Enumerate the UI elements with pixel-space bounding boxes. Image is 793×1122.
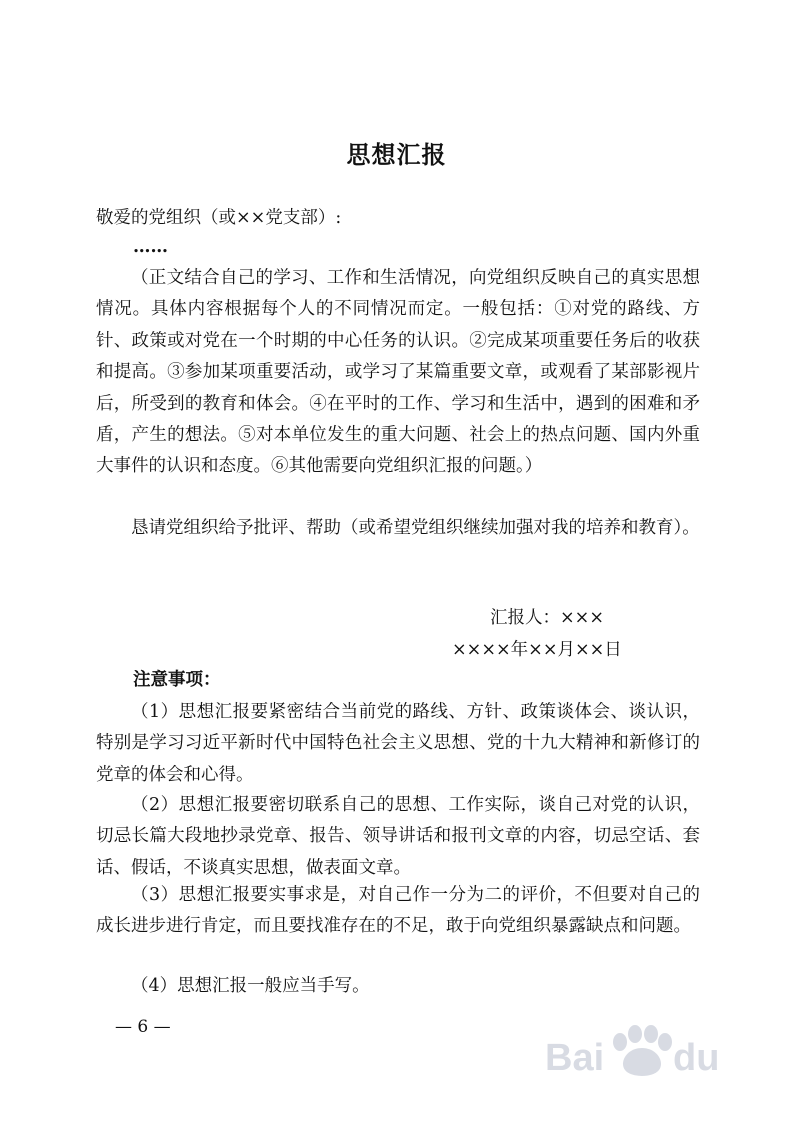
salutation: 敬爱的党组织（或××党支部）:: [96, 208, 342, 228]
svg-text:du: du: [673, 1037, 720, 1079]
note-item-3: （3）思想汇报要实事求是，对自己作一分为二的评价，不但要对自己的成长进步进行肯定，而且要找准存在的不足，敢于向党组织暴露缺点和问题。: [96, 885, 700, 937]
report-date: ××××年××月××日: [452, 640, 622, 660]
page-title: 思想汇报: [346, 141, 447, 169]
ellipsis: ……: [133, 237, 168, 257]
page-number: — 6 —: [115, 1017, 171, 1037]
note-item-2: （2）思想汇报要密切联系自己的思想、工作实际，谈自己对党的认识，切忌长篇大段地抄录党章、报告、领导讲话和报刊文章的内容，切忌空话、套话、假话，不谈真实思想，做表面文章。: [96, 795, 700, 878]
closing-paragraph: 恳请党组织给予批评、帮助（或希望党组织继续加强对我的培养和教育）。: [131, 518, 700, 538]
body-paragraph: （正文结合自己的学习、工作和生活情况，向党组织反映自己的真实思想情况。具体内容根据每个人的不同情况而定。一般包括：①对党的路线、方针、政策或对党在一个时期的中心任务的认识。②完成某项重要任务后的收获和提高。③参加某项重要活动，或学习了某篇重要文章，或观看了某部影视片后，所受到的教育和体会。④在平时的工作、学习和生活中，遇到的困难和矛盾，产生的想法。⑤对本单位发生的重大问题、社会上的热点问题、国内外重大事件的认识和态度。⑥其他需要向党组织汇报的问题。）: [96, 268, 700, 477]
baidu-paw-icon: [527, 1000, 767, 1100]
notes-heading: 注意事项：: [133, 670, 221, 690]
note-item-4: （4）思想汇报一般应当手写。: [131, 976, 370, 996]
note-item-1: （1）思想汇报要紧密结合当前党的路线、方针、政策谈体会、谈认识，特别是学习习近平新时代中国特色社会主义思想、党的十九大精神和新修订的党章的体会和心得。: [96, 702, 700, 785]
svg-text:Bai: Bai: [545, 1037, 605, 1079]
signature: 汇报人：×××: [490, 608, 604, 628]
baidu-jingyan-watermark: [527, 1000, 767, 1100]
